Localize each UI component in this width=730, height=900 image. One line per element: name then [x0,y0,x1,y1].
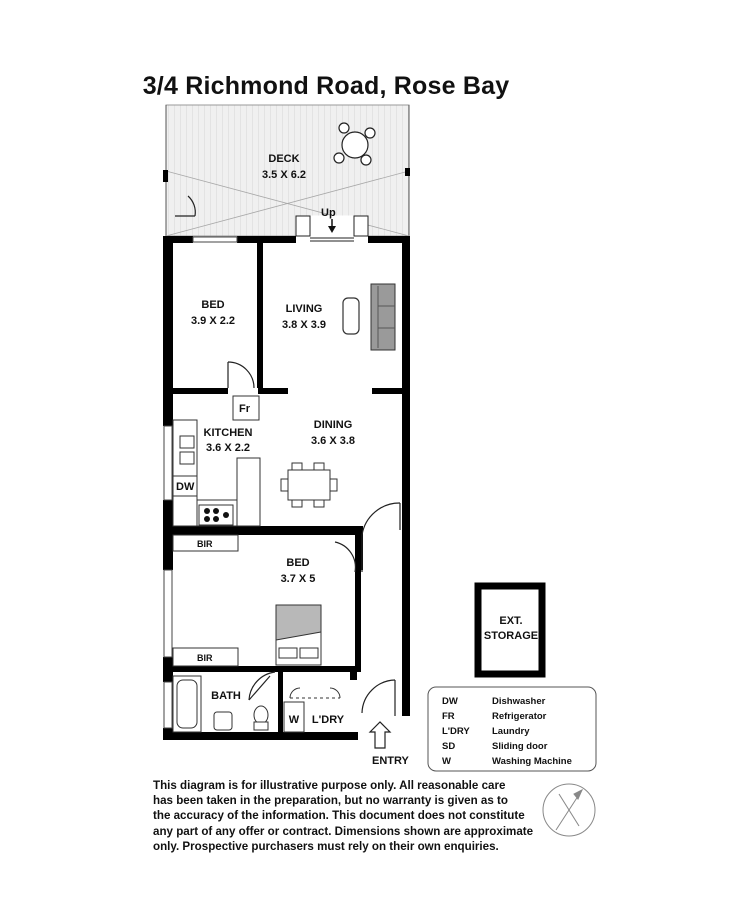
dining-table [281,463,337,507]
cooktop-icon [199,505,233,525]
legend-code: SD [442,741,456,752]
legend-meaning: Refrigerator [492,711,547,722]
ext-storage-line2: STORAGE [483,630,539,642]
bath-door [249,672,275,700]
compass-icon [543,784,595,836]
legend [428,687,596,771]
bir-bottom-label: BIR [197,653,213,663]
living-name: LIVING [285,303,323,315]
wardrobes [173,535,238,666]
laundry-name: L'DRY [311,714,345,726]
up-label: Up [321,207,336,219]
dishwasher-label: DW [176,481,195,493]
disclaimer-line: only. Prospective purchasers must rely on their own enquiries. [153,839,499,853]
washing-machine-label: W [288,714,300,726]
disclaimer-line: any part of any offer or contract. Dimensions shown are approximate [153,824,534,838]
dining-name: DINING [313,419,353,431]
kitchen-size: 3.6 X 2.2 [205,442,251,454]
disclaimer [153,778,534,854]
entry-label: ENTRY [372,755,409,767]
bed2-door [335,503,400,572]
deck-size: 3.5 X 6.2 [261,169,307,181]
bir-top-label: BIR [197,539,213,549]
legend-meaning: Sliding door [492,741,548,752]
ext-storage-line1: EXT. [499,615,523,627]
fridge-label: Fr [239,403,250,415]
bed1-door [228,362,254,388]
entry-arrow-icon [370,722,390,748]
legend-code: W [442,756,451,767]
deck-name: DECK [268,153,300,165]
legend-code: L'DRY [442,726,470,737]
entry-door [362,680,395,716]
bath-name: BATH [211,690,241,702]
plan-title: 3/4 Richmond Road, Rose Bay [142,72,510,100]
kitchen-name: KITCHEN [203,427,253,439]
bed2-size: 3.7 X 5 [280,573,316,585]
legend-code: DW [442,696,458,707]
sofa [371,284,395,350]
bed1-size: 3.9 X 2.2 [190,315,236,327]
living-size: 3.8 X 3.9 [281,319,327,331]
bed1-name: BED [201,299,225,311]
legend-code: FR [442,711,455,722]
legend-meaning: Dishwasher [492,696,546,707]
coffee-table [343,298,359,334]
legend-meaning: Laundry [492,726,530,737]
dining-size: 3.6 X 3.8 [310,435,356,447]
bed2-name: BED [286,557,310,569]
disclaimer-line: has been taken in the preparation, but no warranty is given as to [153,794,508,808]
bed [276,605,321,665]
disclaimer-line: This diagram is for illustrative purpose only. All reasonable care [153,779,506,792]
legend-meaning: Washing Machine [492,756,572,767]
disclaimer-line: the accuracy of the information. This document does not constitute [153,809,525,823]
